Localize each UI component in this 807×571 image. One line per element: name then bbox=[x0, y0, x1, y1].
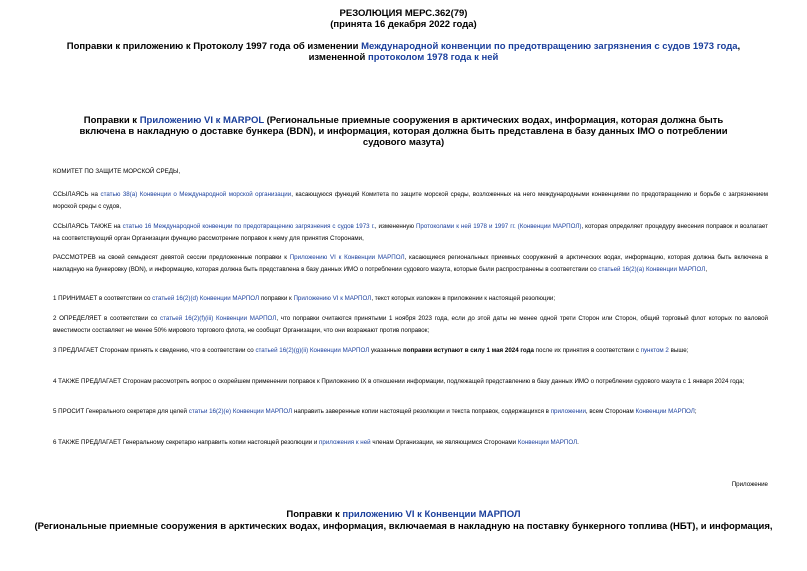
entry-into-force-text: поправки вступают в силу 1 мая 2024 года bbox=[403, 347, 534, 354]
operative-1-a: 1 ПРИНИМАЕТ в соответствии со bbox=[53, 295, 153, 302]
recital-1-a: ССЫЛАЯСЬ на bbox=[53, 191, 101, 198]
recital-2-c: , которая определяет процедуру внесения поправок и возлагает на соответствующий орган Организации функцию рассмотрение поправок к нему для принятия Сторонами, bbox=[53, 223, 768, 242]
operative-3 bbox=[53, 345, 768, 357]
operative-2 bbox=[53, 313, 768, 336]
operative-2-a: 2 ОПРЕДЕЛЯЕТ в соответствии со bbox=[53, 315, 161, 322]
recital-3 bbox=[53, 252, 768, 275]
paragraph-2-link[interactable]: пунктом 2 bbox=[640, 347, 669, 354]
imo-convention-article-link[interactable]: статью 38(a) Конвенции о Международной морской организации bbox=[100, 191, 292, 198]
recital-3-c: , bbox=[705, 265, 708, 273]
annex-vi-marpol-link[interactable]: Приложению VI к Конвенции МАРПОЛ bbox=[289, 254, 405, 261]
article-16-2-f-link[interactable]: статьей 16(2)(f)(iii) Конвенции МАРПОЛ bbox=[160, 315, 277, 322]
appendix-title bbox=[0, 509, 807, 520]
operative-1-b: поправки к bbox=[259, 295, 294, 302]
recital-2 bbox=[53, 221, 768, 244]
operative-6-a: 6 ТАКЖЕ ПРЕДЛАГАЕТ Генеральному секретарю направить копии настоящей резолюции и bbox=[53, 439, 320, 446]
operative-1 bbox=[53, 293, 768, 305]
operative-6 bbox=[53, 437, 768, 449]
recital-1-b: , касающуюся функций Комитета по защите морской среды, возложенных на него международными конвенциями по предотвращению и борьбе с загрязнением морской среды с судов, bbox=[53, 191, 768, 210]
annex-subheading-rest: (Региональные приемные сооружения в арктических водах, информация, которая должна быть включена в накладную о доставке бункера (BDN), и информация, которая должна быть представлена в базу данных IMO о потреблении судового мазута) bbox=[79, 115, 728, 148]
article-16-2-d-link[interactable]: статьей 16(2)(d) Конвенции МАРПОЛ bbox=[152, 295, 260, 302]
protocol-link[interactable]: протоколом 1978 года к ней bbox=[368, 52, 499, 63]
operative-5-b: направить заверенные копии настоящей резолюции и текста поправок, содержащихся в bbox=[292, 408, 551, 415]
operative-6-c: . bbox=[577, 439, 579, 446]
annex-subheading-pre: Поправки к bbox=[83, 115, 140, 126]
resolution-date: (принята 16 декабря 2022 года) bbox=[330, 19, 477, 30]
article-16-2-g-link[interactable]: статьей 16(2)(g)(ii) Конвенции МАРПОЛ bbox=[255, 347, 370, 354]
protocols-link[interactable]: Протоколами к ней 1978 и 1997 гг. (Конвенции МАРПОЛ) bbox=[415, 223, 582, 230]
amendments-heading-text: Поправки к приложению к Протоколу 1997 года об изменении bbox=[66, 41, 362, 52]
appendix-annex-vi-link[interactable]: приложению VI к Конвенции МАРПОЛ bbox=[342, 509, 521, 520]
operative-6-b: членам Организации, не являющимся Сторонами bbox=[370, 439, 518, 446]
annex-vi-link[interactable]: Приложению VI к MARPOL bbox=[139, 115, 264, 126]
operative-3-c: после их принятия в соответствии с bbox=[533, 347, 641, 354]
marpol-link[interactable]: Конвенции МАРПОЛ bbox=[635, 408, 695, 415]
operative-3-d: выше; bbox=[668, 347, 689, 354]
article-16-2-a-link[interactable]: статьей 16(2)(a) Конвенции МАРПОЛ bbox=[598, 265, 706, 273]
operative-1-c: , текст которых изложен в приложении к настоящей резолюции; bbox=[371, 295, 556, 302]
operative-3-b: указанные bbox=[369, 347, 404, 354]
annex-vi-link-2[interactable]: Приложению VI к МАРПОЛ bbox=[293, 295, 372, 302]
operative-2-b: , что поправки считаются принятыми 1 ноября 2023 года, если до этой даты не менее одной трети Сторон или Сторон, общий торговый флот которых по валовой вместимости составляет не менее 50% мирового торгового флота, не сообщат Организации, что они возражают против поправок; bbox=[53, 315, 768, 334]
operative-5 bbox=[53, 406, 768, 418]
annex-to-resolution-link[interactable]: приложения к ней bbox=[319, 439, 371, 446]
resolution-title: РЕЗОЛЮЦИЯ МЕРС.362(79) bbox=[339, 8, 468, 19]
operative-5-a: 5 ПРОСИТ Генерального секретаря для целей bbox=[53, 408, 189, 415]
recital-3-b: , касающиеся региональных приемных сооружений в арктических водах, информацию, которая должна быть включена в накладную на бункеровку (BDN), и информацию, которая должна быть представлена в базу данных ИМО о потреблении судового мазута, которые были распространены в соответствии со bbox=[53, 254, 769, 273]
recital-1 bbox=[53, 189, 768, 212]
operative-3-a: 3 ПРЕДЛАГАЕТ Сторонам принять к сведению, что в соответствии со bbox=[53, 347, 256, 354]
marpol-link-2[interactable]: Конвенции МАРПОЛ bbox=[517, 439, 578, 446]
operative-5-c: , всем Сторонам bbox=[585, 408, 636, 415]
annex-link[interactable]: приложении bbox=[550, 408, 586, 415]
operative-5-d: ; bbox=[694, 408, 697, 415]
operative-4: 4 ТАКЖЕ ПРЕДЛАГАЕТ Сторонам рассмотреть вопрос о скорейшем применении поправок к Приложению IX в отношении информации, подлежащей представлению в базу данных ИМО о потреблении судового мазута с 1 января 2024 года; bbox=[53, 378, 745, 385]
recital-3-a: РАССМОТРЕВ на своей семьдесят девятой сессии предложенные поправки к bbox=[53, 254, 290, 261]
amendments-heading bbox=[40, 41, 767, 63]
convention-link[interactable]: Международной конвенции по предотвращению загрязнения с судов 1973 года bbox=[361, 41, 738, 52]
marpol-article-16-link[interactable]: статью 16 Международной конвенции по предотвращению загрязнения с судов 1973 г. bbox=[122, 223, 375, 230]
recital-2-a: ССЫЛАЯСЬ ТАКЖЕ на bbox=[53, 223, 123, 230]
committee-line: КОМИТЕТ ПО ЗАЩИТЕ МОРСКОЙ СРЕДЫ, bbox=[53, 168, 181, 175]
recital-2-b: , измененную bbox=[374, 223, 416, 230]
article-16-2-e-link[interactable]: статьи 16(2)(e) Конвенции МАРПОЛ bbox=[188, 408, 293, 415]
appendix-subtitle: (Региональные приемные сооружения в арктических водах, информация, включаемая в накладную на поставку бункерного топлива (НБТ), и информация, bbox=[34, 521, 773, 532]
amendments-heading-mid: , измененной bbox=[308, 41, 741, 63]
appendix-title-pre: Поправки к bbox=[286, 509, 343, 520]
annex-subheading bbox=[60, 115, 747, 148]
appendix-label: Приложение bbox=[731, 481, 768, 488]
